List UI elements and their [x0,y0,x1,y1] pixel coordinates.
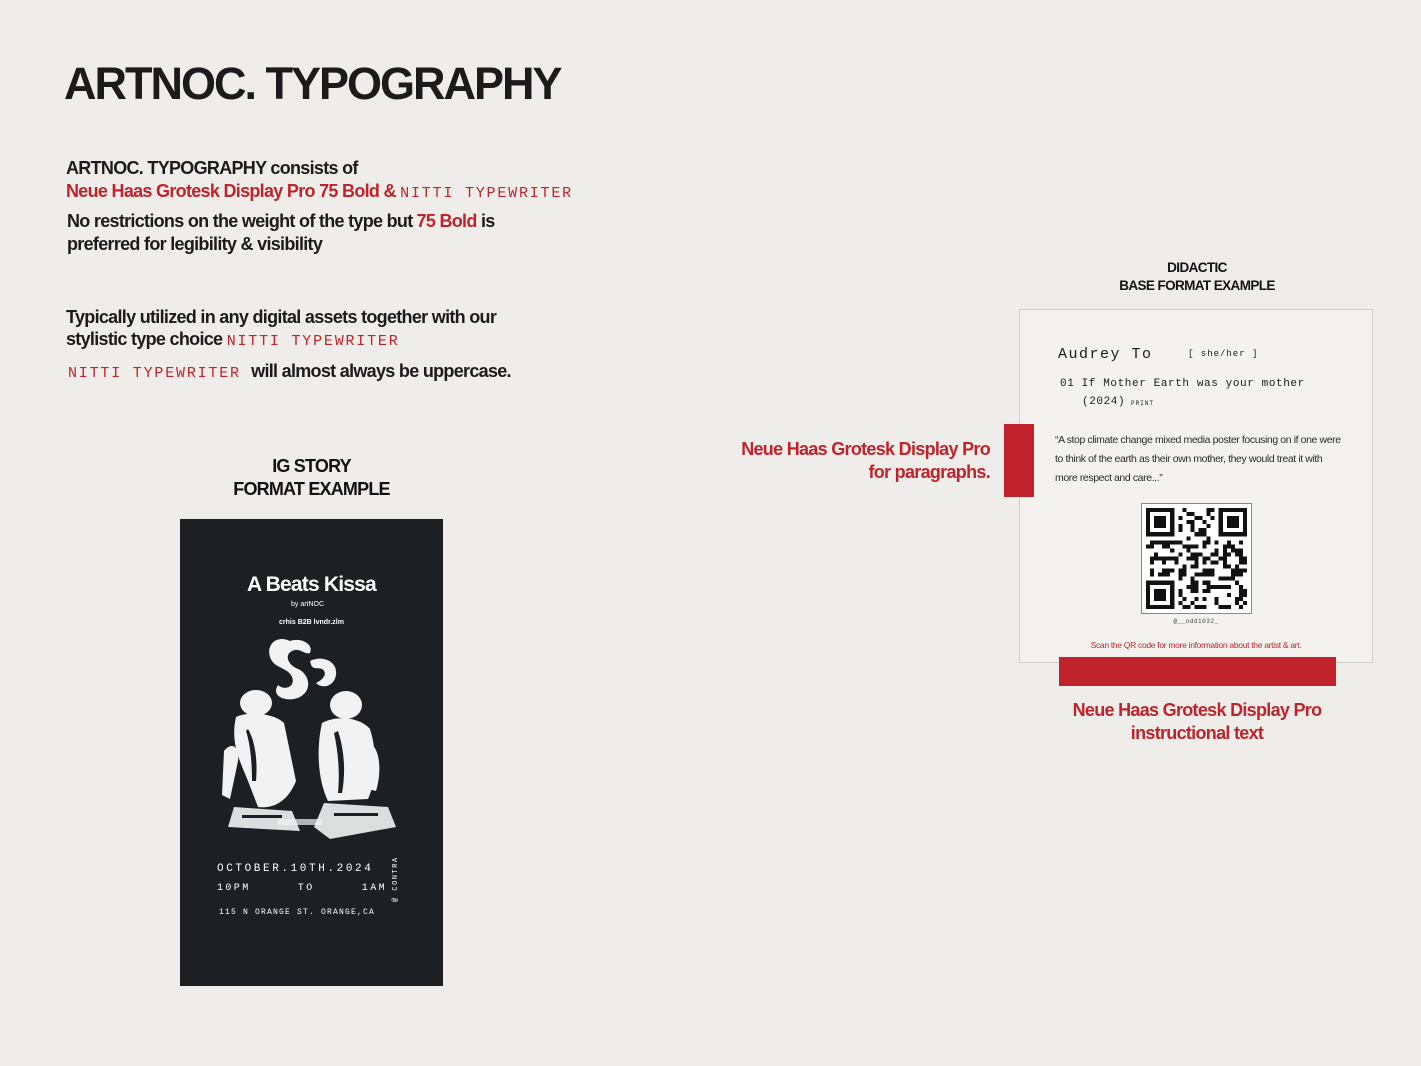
work-description: “A stop climate change mixed media poster focusing on if one were to think of the earth as their own mother, they would treat it with more respect and care...” [1055,434,1341,484]
story-venue: @ CONTRA [392,856,400,902]
didactic-caption-line-1: DIDACTIC [1167,260,1227,275]
story-time [217,883,387,894]
story-address: 115 N ORANGE ST. ORANGE,CA [219,908,376,917]
page-title: ARTNOC. TYPOGRAPHY [64,58,561,109]
story-time-start: 10PM [217,883,251,894]
instruction-annotation-line-2: instructional text [1130,723,1264,743]
artist-name: Audrey To [1058,346,1153,363]
instruction-font-annotation [1019,699,1375,745]
paragraph-annotation-line-2: for paragraphs. [868,462,990,482]
story-date: OCTOBER.10TH.2024 [217,863,374,875]
intro-line-4: preferred for legibility & visibility [67,234,323,254]
paragraph-annotation-line-1: Neue Haas Grotesk Display Pro [741,439,990,459]
story-time-to: TO [297,883,315,894]
usage-line-2-text: stylistic type choice [66,329,223,349]
story-time-end: 1AM [361,883,387,894]
font-name-nitti-3: NITTI TYPEWRITER [68,365,241,382]
qr-code [1141,503,1252,614]
artist-pronouns: [ she/her ] [1188,349,1259,359]
font-name-grotesk: Neue Haas Grotesk Display Pro 75 Bold & [66,181,396,201]
instruction-annotation-line-1: Neue Haas Grotesk Display Pro [1072,700,1322,720]
artist-handle: @__odd1032_ [1173,618,1219,625]
story-lineup: crhis B2B lvndr.zlm [279,619,344,626]
paragraph-font-annotation [741,438,990,484]
uppercase-text: will almost always be uppercase. [251,361,511,381]
usage-line-2 [66,328,400,353]
story-title: A Beats Kissa [247,573,376,596]
uppercase-line [68,360,511,385]
ig-story-caption [180,455,443,501]
intro-line-2 [66,180,573,205]
intro-line-3-end: is [480,211,495,231]
work-medium: PRINT [1131,400,1155,407]
paragraph-marker-bar [1004,424,1034,497]
work-title: 01 If Mother Earth was your mother [1060,378,1305,390]
dj-illustration [218,631,418,863]
didactic-caption-line-2: BASE FORMAT EXAMPLE [1119,278,1275,293]
usage-line-1: Typically utilized in any digital assets together with our [66,307,497,327]
weight-highlight: 75 Bold [416,211,477,231]
ig-caption-line-1: IG STORY [272,456,351,476]
qr-code-graphic [1146,508,1247,609]
ig-story-example [180,519,443,986]
intro-line-3-text: No restrictions on the weight of the type but [67,211,413,231]
intro-line-1: ARTNOC. TYPOGRAPHY consists of [66,158,358,178]
story-by: by artNOC [291,601,325,608]
instruction-marker-bar [1059,657,1336,686]
didactic-caption [1019,259,1375,295]
scan-instruction: Scan the QR code for more information about the artist & art. [1090,640,1302,650]
font-name-nitti-2: NITTI TYPEWRITER [226,333,400,350]
font-name-nitti: NITTI TYPEWRITER [400,185,573,202]
didactic-card-example [1019,309,1373,663]
work-year: (2024) [1082,396,1126,408]
ig-caption-line-2: FORMAT EXAMPLE [233,479,390,499]
intro-line-3 [67,210,495,233]
